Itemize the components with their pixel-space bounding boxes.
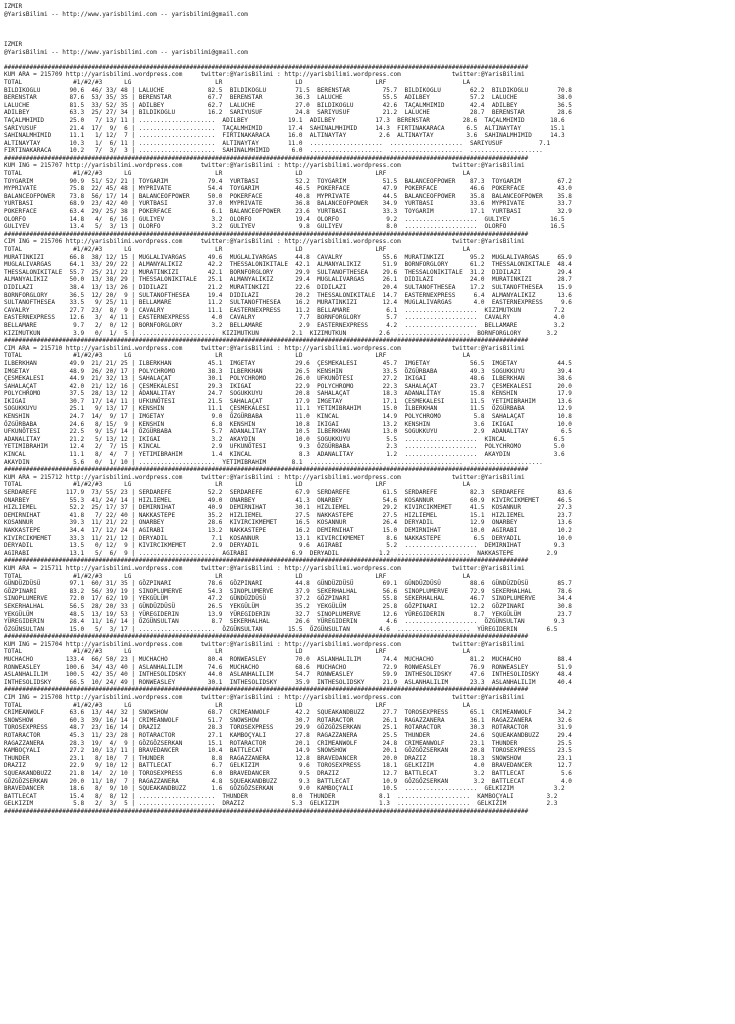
header-contact: @YarisBilimi -- http://www.yarisbilimi.com -- yarisbilimi@gmail.com xyxy=(4,48,248,56)
table-row: ROTARACTOR 45.3 11/ 23/ 28 | ROTARACTOR 27.1 KAMBOÇYALI 27.8 RAGAZZANERA 25.5 THUNDER 24.6 SQUEAKANDBUZZ 29.4 xyxy=(4,732,572,739)
table-row: ALTINAYTAY 10.3 1/ 6/ 11 | ..................... ALTINAYTAY 11.0 .................... .................... SARIYUSUF 7.1 xyxy=(4,139,551,147)
table-row: DERYADIL 13.5 0/ 12/ 9 | KIVIRCIKMEMET 2.9 DERYADIL 9.6 AGIRABI 5.2 .................... DEMIRNIHAT 9.3 xyxy=(4,542,565,550)
column-header-row: TOTAL #1/#2/#3 LG LR LD LRF LA xyxy=(4,246,470,253)
header-city: IZMIR xyxy=(4,3,23,10)
column-header-row: TOTAL #1/#2/#3 LG LR LD LRF LA xyxy=(4,170,470,178)
table-row: KINCAL 11.1 8/ 4/ 7 | YETIMIBRAHIM 1.4 KINCAL 8.3 ADANALITAY 1.2 .................... AKAYDIN 3.6 xyxy=(4,451,565,459)
table-row: GULIYEV 13.4 5/ 3/ 13 | OLORFO 3.2 GULIYEV 9.8 GULIYEV 8.0 .................... OLORFO 16.5 xyxy=(4,223,565,231)
blank-line xyxy=(4,56,735,64)
table-row: SAHINALMHIMID 11.1 1/ 12/ 7 | ..................... FIRTINAKARACA 16.0 ALTINAYTAY 2.6 ALTINAYTAY 3.6 SAHINALMHIMID 14.3 xyxy=(4,132,565,140)
section-separator: ################################################################################################################################################ xyxy=(4,466,529,474)
blank-line xyxy=(4,33,735,41)
race-title: KUM ARA = 215709 http://yarisbilimi.wordpress.com twitter:@YarisBilimi : http://yarisbilimi.wordpress.com twitter:@YarisBilimi xyxy=(4,71,525,79)
table-row: POKERFACE 63.4 29/ 25/ 38 | POKERFACE 6.1 BALANCEOFPOWER 23.6 YURTBASI 33.3 TOYGARIM 17.1 YURTBASI 32.9 xyxy=(4,208,572,216)
table-row: AGIRABI 13.1 5/ 6/ 9 | ..................... AGIRABI 6.9 DERYADIL 1.2 .................... NAKKASTEPE 2.9 xyxy=(4,549,558,557)
column-header-row: TOTAL #1/#2/#3 LG LR LD LRF LA xyxy=(4,352,470,360)
race-title: KUM ING = 215704 http://yarisbilimi.wordpress.com twitter:@YarisBilimi : http://yarisbilimi.wordpress.com twitter:@YarisBilimi xyxy=(4,640,525,648)
table-row: ONARBEY 55.3 41/ 24/ 14 | HIZLIEMEL 49.0 ONARBEY 41.3 ONARBEY 54.6 KOSANNUR 60.9 KIVIRCIKMEMET 46.5 xyxy=(4,496,572,504)
table-row: FIRTINAKARACA 10.2 7/ 3/ 3 | ..................... SAHINALMHIMID 6.0 .................... .................... .................... xyxy=(4,147,543,155)
table-row: RAGAZZANERA 28.3 19/ 4/ 9 | GÖZGÖZSERKAN 15.1 ROTARACTOR 20.1 CRIMEANWOLF 24.8 CRIMEANWOLF 23.1 THUNDER 25.5 xyxy=(4,739,572,747)
table-row: BORNFORGLORY 36.5 12/ 20/ 9 | SULTANOFTHESEA 19.4 DIDILAZI 20.2 THESSALONIKITALE 14.7 EASTERNEXPRESS 6.4 ALMANYALIKIZ 13.6 xyxy=(4,291,572,299)
table-row: GÖZGÖZSERKAN 20.0 11/ 10/ 7 | RAGAZZANERA 4.8 SQUEAKANDBUZZ 9.3 BATTLECAT 10.9 GÖZGÖZSERKAN 3.2 BATTLECAT 4.0 xyxy=(4,777,572,785)
table-row: MURATINKIZI 66.8 38/ 12/ 15 | MUGLALIVARGAS 49.6 MUGLALIVARGAS 44.8 CAVALRY 55.6 MURATINKIZI 95.2 MUGLALIVARGAS 65.9 xyxy=(4,253,572,261)
table-row: ADANALITAY 21.2 5/ 13/ 12 | IKIGAI 3.2 AKAYDIN 10.0 SOGUKKUYU 5.5 .................... KINCAL 6.5 xyxy=(4,435,565,443)
table-row: SINOPLUMERVE 72.0 17/ 62/ 19 | YEKGÜLÜM 47.2 GÜNDÜZDÜSÜ 37.2 GÖZPINARI 55.8 SEKERHALHAL 46.7 SINOPLUMERVE 34.4 xyxy=(4,595,572,603)
header-city: IZMIR xyxy=(4,40,23,48)
table-row: KOSANNUR 39.3 11/ 21/ 22 | ONARBEY 28.6 KIVIRCIKMEMET 16.5 KOSANNUR 26.4 DERYADIL 12.9 ONARBEY 13.6 xyxy=(4,519,572,527)
table-row: SULTANOFTHESEA 33.5 9/ 25/ 11 | BELLAMARE 11.2 SULTANOFTHESEA 16.2 MURATINKIZI 12.4 MUGLALIVARGAS 4.0 EASTERNEXPRESS 9.6 xyxy=(4,299,572,307)
table-row: KIZIMUTKUN 3.9 0/ 1/ 5 | ..................... KIZIMUTKUN 2.1 KIZIMUTKUN 2.6 .................... BORNFORGLORY 3.2 xyxy=(4,329,558,337)
race-title: KUM ARA = 215711 http://yarisbilimi.wordpress.com twitter:@YarisBilimi : http://yarisbilimi.wordpress.com twitter:@YarisBilimi xyxy=(4,564,525,572)
race-title: CIM ARA = 215710 http://yarisbilimi.wordpress.com twitter:@YarisBilimi : http://yarisbilimi.wordpress.com twitter:@YarisBilimi xyxy=(4,344,525,352)
section-separator: ################################################################################################################################################ xyxy=(4,686,529,694)
table-row: IKIGAI 30.7 17/ 14/ 11 | UFKUNÖTESI 21.5 SAHALAÇAT 17.9 IMGETAY 17.1 ÇESMEKALESI 11.5 YETIMIBRAHIM 13.6 xyxy=(4,397,572,405)
race-title: KUM ARA = 215712 http://yarisbilimi.wordpress.com twitter:@YarisBilimi : http://yarisbilimi.wordpress.com twitter:@YarisBilimi xyxy=(4,473,525,481)
race-title: CIM ING = 215708 http://yarisbilimi.wordpress.com twitter:@YarisBilimi : http://yarisbilimi.wordpress.com twitter:@YarisBilimi xyxy=(4,694,525,702)
table-row: IMGETAY 48.9 26/ 20/ 17 | POLYCHROMO 38.3 ILBERKHAN 26.5 KENSHIN 33.5 ÖZGÜRBABA 49.3 SOGUKKUYU 39.4 xyxy=(4,367,572,375)
table-row: INTHESOLIDSKY 66.5 10/ 24/ 49 | RONWEASLEY 30.1 INTHESOLIDSKY 35.9 INTHESOLIDSKY 21.9 ASLANHALILIM 23.3 ASLANHALILIM 40.4 xyxy=(4,678,572,686)
table-row: SAHALAÇAT 42.0 21/ 12/ 16 | ÇESMEKALESI 29.3 IKIGAI 22.9 POLYCHROMO 22.3 SAHALAÇAT 23.7 ÇESMEKALESI 20.0 xyxy=(4,382,572,390)
table-row: ÖZGÜNSULTAN 15.0 5/ 3/ 17 | ..................... ÖZGÜNSULTAN 15.5 ÖZGÜNSULTAN 4.6 .................... YÜREGIDERIN 6.5 xyxy=(4,625,558,633)
table-row: YURTBASI 68.9 23/ 42/ 40 | YURTBASI 37.0 MYPRIVATE 36.8 BALANCEOFPOWER 34.9 YURTBASI 33.6 MYPRIVATE 33.7 xyxy=(4,200,572,208)
column-header-row: TOTAL #1/#2/#3 LG LR LD LRF LA xyxy=(4,78,470,86)
table-row: ILBERKHAN 49.9 21/ 21/ 25 | ILBERKHAN 45.1 IMGETAY 29.6 ÇESMEKALESI 45.7 IMGETAY 56.5 IMGETAY 44.5 xyxy=(4,359,572,367)
column-header-row: TOTAL #1/#2/#3 LG LR LD LRF LA xyxy=(4,481,470,489)
table-row: GELKIZIM 5.8 2/ 3/ 5 | ..................... DRAZIZ 5.3 GELKIZIM 1.3 .................... GELKIZIM 2.3 xyxy=(4,800,558,808)
table-row: KAMBOÇYALI 27.2 10/ 13/ 11 | BRAVEDANCER 10.4 BATTLECAT 14.9 SNOWSHOW 20.1 GÖZGÖZSERKAN 20.8 TOROSEXPRESS 23.5 xyxy=(4,747,572,755)
table-row: NAKKASTEPE 34.4 17/ 12/ 24 | AGIRABI 13.2 NAKKASTEPE 16.2 DEMIRNIHAT 15.0 DEMIRNIHAT 10.0 AGIRABI 10.2 xyxy=(4,526,572,534)
table-row: POLYCHROMO 37.5 28/ 13/ 12 | ADANALITAY 24.7 SOGUKKUYU 20.8 SAHALAÇAT 18.3 ADANALITAY 15.8 KENSHIN 17.9 xyxy=(4,390,572,398)
table-row: ADILBEY 63.3 25/ 27/ 34 | BILDIKOGLU 16.2 SARIYUSUF 24.8 SARIYUSUF 21.2 LALUCHE 28.7 BERENSTAR 28.6 xyxy=(4,109,572,117)
table-row: DIDILAZI 38.4 13/ 13/ 26 | DIDILAZI 21.2 MURATINKIZI 22.6 DIDILAZI 20.4 SULTANOFTHESEA 17.2 SULTANOFTHESEA 15.9 xyxy=(4,283,572,291)
section-separator: ################################################################################################################################################ xyxy=(4,337,529,345)
table-row: SOGUKKUYU 25.1 9/ 13/ 17 | KENSHIN 11.1 ÇESMEKALESI 11.1 YETIMIBRAHIM 15.0 ILBERKHAN 11.5 ÖZGÜRBABA 12.9 xyxy=(4,405,572,413)
table-row: SARIYUSUF 21.4 17/ 9/ 6 | ..................... TAÇALMHIMID 17.4 SAHINALMHIMID 14.3 FIRTINAKARACA 6.5 ALTINAYTAY 15.1 xyxy=(4,124,565,132)
table-row: MUGLALIVARGAS 64.1 33/ 29/ 22 | ALMANYALIKIZ 42.2 THESSALONIKITALE 42.1 ALMANYALIKIZ 51.9 BORNFORGLORY 61.2 THESSALONIKITALE 48.4 xyxy=(4,261,572,269)
section-separator: ################################################################################################################################################ xyxy=(4,154,529,162)
table-row: SEKERHALHAL 56.5 28/ 20/ 33 | GÜNDÜZDÜSÜ 26.5 YEKGÜLÜM 35.2 YEKGÜLÜM 25.8 GÖZPINARI 12.2 GÖZPINARI 30.8 xyxy=(4,602,572,610)
table-row: THESSALONIKITALE 55.7 25/ 21/ 22 | MURATINKIZI 42.1 BORNFORGLORY 29.9 SULTANOFTHESEA 29.6 THESSALONIKITALE 31.2 DIDILAZI 29.4 xyxy=(4,268,572,276)
table-row: DRAZIZ 22.9 9/ 10/ 12 | BATTLECAT 6.7 GELKIZIM 9.6 TOROSEXPRESS 18.1 GELKIZIM 4.0 BRAVEDANCER 12.7 xyxy=(4,762,572,770)
section-separator: ################################################################################################################################################ xyxy=(4,807,529,815)
table-row: ALMANYALIKIZ 50.0 13/ 38/ 29 | THESSALONIKITALE 25.1 ALMANYALIKIZ 29.4 MUGLALIVARGAS 26.1 DIDILAZI 24.0 MURATINKIZI 28.7 xyxy=(4,276,572,284)
table-row: SNOWSHOW 60.3 39/ 16/ 14 | CRIMEANWOLF 51.7 SNOWSHOW 30.7 ROTARACTOR 26.1 RAGAZZANERA 36.1 RAGAZZANERA 32.6 xyxy=(4,716,572,724)
section-separator: ################################################################################################################################################ xyxy=(4,63,529,71)
table-row: TAÇALMHIMID 25.0 7/ 13/ 11 | ..................... ADILBEY 19.1 ADILBEY 17.3 BERENSTAR 28.6 TAÇALMHIMID 18.6 xyxy=(4,116,565,124)
header-contact: @YarisBilimi -- http://www.yarisbilimi.com -- yarisbilimi@gmail.com xyxy=(4,10,248,18)
table-row: UFKUNÖTESI 22.5 9/ 15/ 14 | ÖZGÜRBABA 5.7 ADANALITAY 10.5 ILBERKHAN 13.0 SOGUKKUYU 2.9 ADANALITAY 6.5 xyxy=(4,428,572,436)
column-header-row: TOTAL #1/#2/#3 LG LR LD LRF LA xyxy=(4,572,470,580)
table-row: SQUEAKANDBUZZ 21.8 14/ 2/ 10 | TOROSEXPRESS 6.0 BRAVEDANCER 9.5 DRAZIZ 12.7 BATTLECAT 3.2 BATTLECAT 5.6 xyxy=(4,769,572,777)
column-header-row: TOTAL #1/#2/#3 LG LR LD LRF LA xyxy=(4,701,470,709)
table-row: YÜREGIDERIN 28.4 11/ 16/ 14 | ÖZGÜNSULTAN 8.7 SEKERHALHAL 26.6 YÜREGIDERIN 4.6 .................... ÖZGÜNSULTAN 9.3 xyxy=(4,618,565,626)
table-row: GÜNDÜZDÜSÜ 97.1 60/ 31/ 35 | GÖZPINARI 78.6 GÖZPINARI 44.8 GÜNDÜZDÜSÜ 69.1 GÜNDÜZDÜSÜ 88.6 GÜNDÜZDÜSÜ 85.7 xyxy=(4,580,572,588)
table-row: DEMIRNIHAT 41.8 7/ 22/ 40 | NAKKASTEPE 35.2 HIZLIEMEL 27.5 NAKKASTEPE 27.5 HIZLIEMEL 15.1 HIZLIEMEL 23.7 xyxy=(4,511,572,519)
table-row: LALUCHE 81.5 33/ 52/ 35 | ADILBEY 62.7 LALUCHE 27.0 BILDIKOGLU 42.6 TAÇALMHIMID 42.4 ADILBEY 36.5 xyxy=(4,101,572,109)
table-row: TOROSEXPRESS 48.7 23/ 16/ 14 | DRAZIZ 28.3 TOROSEXPRESS 29.9 GÖZGÖZSERKAN 25.1 ROTARACTOR 30.3 ROTARACTOR 31.9 xyxy=(4,724,572,732)
table-row: SERDAREFE 117.9 73/ 55/ 23 | SERDAREFE 52.2 SERDAREFE 67.9 SERDAREFE 61.5 SERDAREFE 82.3 SERDAREFE 83.6 xyxy=(4,489,572,496)
table-row: BATTLECAT 15.4 8/ 8/ 12 | ..................... THUNDER 8.0 THUNDER 8.1 .................... KAMBOÇYALI 3.2 xyxy=(4,792,558,800)
blank-line xyxy=(4,26,735,34)
table-row: ASLANHALILIM 100.5 42/ 35/ 40 | INTHESOLIDSKY 44.0 ASLANHALILIM 54.7 RONWEASLEY 59.9 INTHESOLIDSKY 47.6 INTHESOLIDSKY 48.4 xyxy=(4,671,572,679)
blank-line xyxy=(4,18,735,26)
table-row: BRAVEDANCER 18.6 8/ 9/ 10 | SQUEAKANDBUZZ 1.6 GÖZGÖZSERKAN 9.0 KAMBOÇYALI 10.5 .................... GELKIZIM 3.2 xyxy=(4,785,565,793)
table-row: CRIMEANWOLF 63.6 13/ 44/ 32 | SNOWSHOW 68.7 CRIMEANWOLF 42.2 SQUEAKANDBUZZ 27.7 TOROSEXPRESS 65.1 CRIMEANWOLF 34.2 xyxy=(4,709,572,717)
table-row: HIZLIEMEL 52.2 25/ 17/ 37 | DEMIRNIHAT 40.9 DEMIRNIHAT 30.1 HIZLIEMEL 29.2 KIVIRCIKMEMET 41.5 KOSANNUR 27.3 xyxy=(4,504,572,512)
table-row: BILDIKOGLU 90.6 46/ 33/ 48 | LALUCHE 82.5 BILDIKOGLU 71.5 BERENSTAR 75.7 BILDIKOGLU 62.2 BILDIKOGLU 70.8 xyxy=(4,86,572,94)
table-row: CAVALRY 27.7 23/ 8/ 9 | CAVALRY 11.1 EASTERNEXPRESS 11.2 BELLAMARE 6.1 .................... KIZIMUTKUN 7.2 xyxy=(4,306,565,314)
table-row: MUCHACHO 133.4 66/ 50/ 23 | MUCHACHO 80.4 RONWEASLEY 70.0 ASLANHALILIM 74.4 MUCHACHO 81.2 MUCHACHO 88.4 xyxy=(4,656,572,664)
race-title: CIM ING = 215706 http://yarisbilimi.wordpress.com twitter:@YarisBilimi : http://yarisbilimi.wordpress.com twitter:@YarisBilimi xyxy=(4,238,525,246)
table-row: KIVIRCIKMEMET 33.3 11/ 21/ 12 | DERYADIL 7.1 KOSANNUR 13.1 KIVIRCIKMEMET 8.6 NAKKASTEPE 6.5 DERYADIL 10.0 xyxy=(4,534,572,542)
table-row: THUNDER 23.1 8/ 10/ 7 | THUNDER 8.8 RAGAZZANERA 12.8 BRAVEDANCER 20.0 DRAZIZ 18.3 SNOWSHOW 23.1 xyxy=(4,754,572,762)
table-row: EASTERNEXPRESS 12.6 3/ 4/ 11 | EASTERNEXPRESS 4.0 CAVALRY 7.7 BORNFORGLORY 5.7 .................... CAVALRY 4.0 xyxy=(4,314,565,322)
table-row: KENSHIN 24.7 14/ 9/ 17 | IMGETAY 9.0 ÖZGÜRBABA 11.0 KINCAL 14.9 POLYCHROMO 5.8 SAHALAÇAT 10.8 xyxy=(4,413,572,421)
table-row: BELLAMARE 9.7 2/ 0/ 12 | BORNFORGLORY 3.2 BELLAMARE 2.9 EASTERNEXPRESS 4.2 .................... BELLAMARE 3.2 xyxy=(4,321,565,329)
table-row: YEKGÜLÜM 48.5 13/ 19/ 53 | YÜREGIDERIN 13.9 YÜREGIDERIN 32.7 SINOPLUMERVE 12.6 YÜREGIDERIN 8.7 YEKGÜLÜM 23.7 xyxy=(4,610,572,618)
table-row: AKAYDIN 5.6 0/ 1/ 10 | ..................... YETIMIBRAHIM 8.1 .................... .................... .................... xyxy=(4,458,543,466)
table-row: RONWEASLEY 100.6 34/ 43/ 40 | ASLANHALILIM 74.6 MUCHACHO 68.6 MUCHACHO 72.9 RONWEASLEY 76.9 RONWEASLEY 51.9 xyxy=(4,663,572,671)
race-title: KUM ING = 215707 http://yarisbilimi.wordpress.com twitter:@YarisBilimi : http://yarisbilimi.wordpress.com twitter:@YarisBilimi xyxy=(4,162,525,170)
column-header-row: TOTAL #1/#2/#3 LG LR LD LRF LA xyxy=(4,648,470,656)
table-row: YETIMIBRAHIM 12.4 2/ 7/ 15 | KINCAL 2.9 UFKUNÖTESI 9.3 ÖZGÜRBABA 2.3 .................... POLYCHROMO 5.0 xyxy=(4,443,565,451)
section-separator: ################################################################################################################################################ xyxy=(4,230,529,238)
table-row: BERENSTAR 87.6 53/ 35/ 35 | BERENSTAR 67.7 BERENSTAR 36.3 LALUCHE 55.5 ADILBEY 57.2 LALUCHE 38.0 xyxy=(4,94,572,102)
table-row: OLORFO 14.8 4/ 6/ 16 | GULIYEV 3.2 OLORFO 19.4 OLORFO 9.2 .................... GULIYEV 16.5 xyxy=(4,215,565,223)
table-row: TOYGARIM 90.9 51/ 52/ 21 | TOYGARIM 79.4 YURTBASI 52.2 TOYGARIM 51.5 BALANCEOFPOWER 87.3 TOYGARIM 67.2 xyxy=(4,177,572,185)
table-row: ÖZGÜRBABA 24.6 8/ 15/ 9 | KENSHIN 6.8 KENSHIN 10.8 IKIGAI 13.2 KENSHIN 3.6 IKIGAI 10.0 xyxy=(4,420,572,428)
section-separator: ################################################################################################################################################ xyxy=(4,633,529,641)
table-row: MYPRIVATE 75.8 22/ 45/ 48 | MYPRIVATE 54.4 TOYGARIM 46.5 POKERFACE 47.9 POKERFACE 46.6 POKERFACE 43.0 xyxy=(4,185,572,193)
table-row: ÇESMEKALESI 44.9 21/ 32/ 13 | SAHALAÇAT 30.1 POLYCHROMO 26.0 UFKUNÖTESI 27.2 IKIGAI 48.6 ILBERKHAN 38.6 xyxy=(4,375,572,383)
table-row: BALANCEOFPOWER 73.8 56/ 17/ 14 | BALANCEOFPOWER 50.0 POKERFACE 40.8 MYPRIVATE 44.5 BALANCEOFPOWER 35.8 BALANCEOFPOWER 35.8 xyxy=(4,192,572,200)
table-row: GÖZPINARI 83.2 56/ 39/ 19 | SINOPLUMERVE 54.3 SINOPLUMERVE 37.9 SEKERHALHAL 56.6 SINOPLUMERVE 72.9 SEKERHALHAL 78.6 xyxy=(4,587,572,595)
section-separator: ################################################################################################################################################ xyxy=(4,557,529,565)
